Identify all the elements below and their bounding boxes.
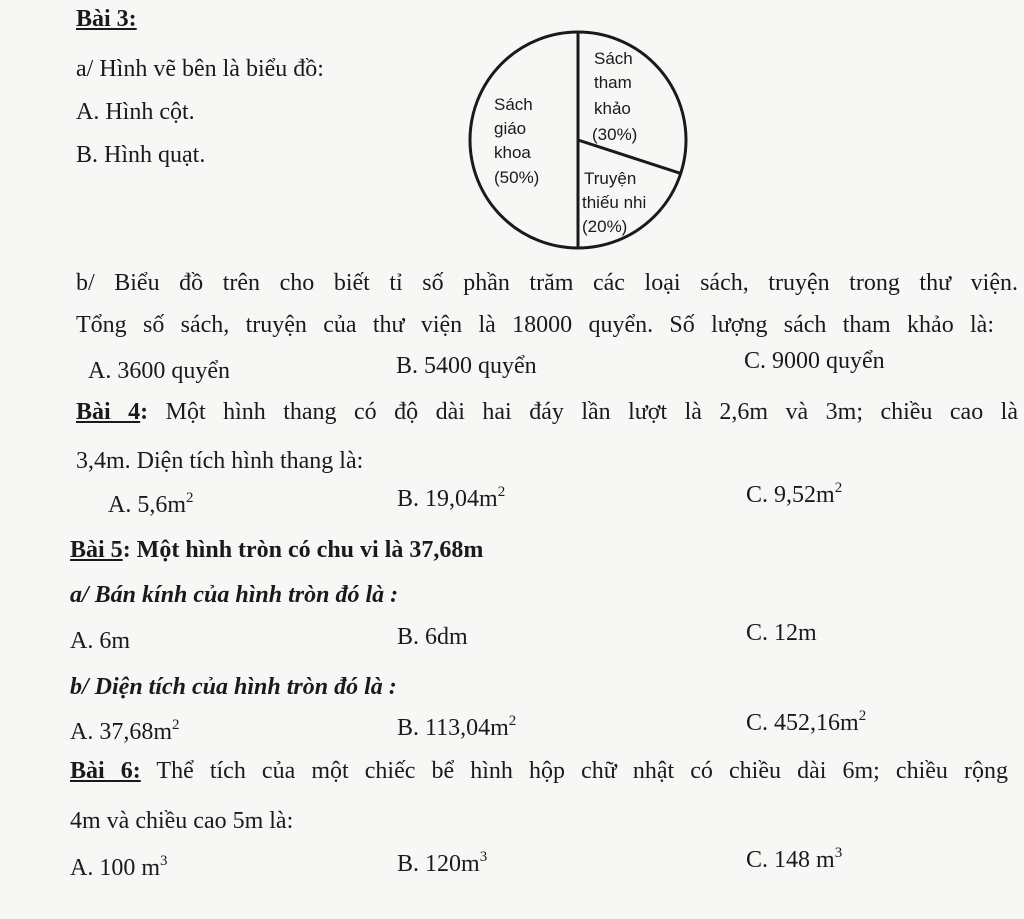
bai4-answer-b: B. $19,04m^2$: [397, 484, 506, 512]
bai4-label: Bài 4: [76, 399, 141, 425]
label-line: (50%): [494, 168, 540, 187]
bai5-title: [70, 535, 483, 565]
bai3-option-b: B. Hình quạt.: [76, 142, 206, 168]
bai3-part-b-line1: b/ Biểu đồ trên cho biết tỉ số phần trăm các loại sách, truyện trong thư viện.: [76, 270, 1018, 296]
bai6-text: Thể tích của một chiếc bể hình hộp chữ nhật có chiều dài 6m; chiều rộng: [140, 758, 1008, 784]
bai3-answer-b: B. 5400 quyển: [396, 353, 537, 379]
bai5-b-answer-b: B. $113,04m^2$: [397, 713, 517, 741]
label-line: thiếu nhi: [582, 193, 647, 212]
label-line: giáo: [494, 119, 527, 138]
bai3-part-b-line2: Tổng số sách, truyện của thư viện là 18000 quyển. Số lượng sách tham khảo là:: [76, 312, 994, 338]
label-line: (30%): [592, 125, 638, 144]
label-line: khảo: [594, 99, 631, 118]
label-line: tham: [594, 73, 632, 92]
slice-label-sach-giao-khoa: [494, 95, 539, 187]
bai4-colon: :: [140, 399, 149, 425]
bai5-a-answer-c: C. 12m: [746, 620, 817, 646]
bai3-answer-a: A. 3600 quyển: [88, 358, 230, 384]
bai3-title: Bài 3:: [76, 6, 137, 32]
bai3-option-a: A. Hình cột.: [76, 99, 195, 125]
bai6-line1: [70, 756, 1008, 786]
bai6-line2: 4m và chiều cao 5m là:: [70, 808, 294, 834]
bai3-answer-c: C. 9000 quyển: [744, 348, 885, 374]
bai5-label: Bài 5: [70, 537, 123, 563]
pie-chart: [468, 26, 698, 258]
bai5-b-answer-a: A. $37,68m^2$: [70, 717, 180, 745]
slice-label-truyen-thieu-nhi: [582, 169, 646, 236]
bai4-text: Một hình thang có độ dài hai đáy lần lượt là 2,6m và 3m; chiều cao là: [148, 399, 1018, 425]
bai5-b-answer-c: C. $452,16m^2$: [746, 708, 867, 736]
label-line: (20%): [582, 217, 628, 236]
bai6-answer-c: C. 148 $m^3$: [746, 845, 843, 873]
label-line: Sách: [594, 49, 633, 68]
bai5-a-answer-a: A. 6m: [70, 628, 130, 654]
bai6-answer-b: B. $120m^3$: [397, 849, 488, 877]
bai4-answer-a: A. $5,6m^2$: [108, 490, 194, 518]
bai4-answer-c: C. $9,52m^2$: [746, 480, 843, 508]
bai5-part-b: b/ Diện tích của hình tròn đó là :: [70, 674, 397, 700]
bai6-answer-a: A. 100 $m^3$: [70, 853, 168, 881]
label-line: Truyện: [584, 169, 637, 188]
bai6-label: Bài 6:: [70, 758, 141, 784]
bai4-line1: [76, 397, 1018, 427]
bai5-part-a: a/ Bán kính của hình tròn đó là :: [70, 582, 399, 608]
bai5-text: : Một hình tròn có chu vi là 37,68m: [122, 537, 484, 563]
bai5-a-answer-b: B. 6dm: [397, 624, 468, 650]
label-line: khoa: [494, 143, 531, 162]
label-line: Sách: [494, 95, 533, 114]
bai4-line2: 3,4m. Diện tích hình thang là:: [76, 448, 364, 474]
slice-label-sach-tham-khao: [592, 49, 637, 144]
bai3-part-a: a/ Hình vẽ bên là biểu đồ:: [76, 56, 324, 82]
